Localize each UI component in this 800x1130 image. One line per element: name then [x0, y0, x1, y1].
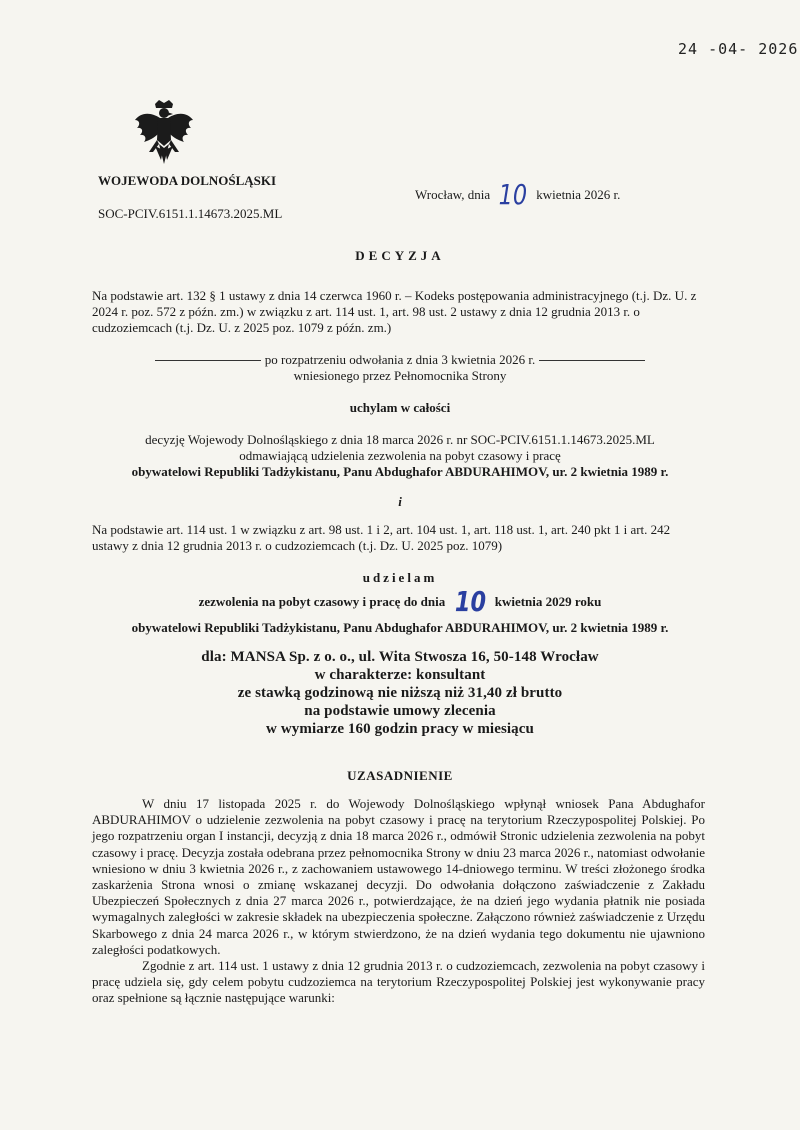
appeal-info	[0, 352, 800, 384]
document-title: DECYZJA	[355, 248, 445, 263]
justification-paragraph-2: Zgodnie z art. 114 ust. 1 ustawy z dnia 12 grudnia 2013 r. o cudzoziemcach, zezwolenia na pobyt czasowy i pracę udziela się, gdy celem pobytu cudzoziemca na terytorium Rzeczypospolitej Polskiej jest wykonywanie pracy oraz spełnione są łącznie następujące warunki:	[92, 958, 705, 1006]
justification-paragraph-1: W dniu 17 listopada 2025 r. do Wojewody Dolnośląskiego wpłynął wniosek Pana Abdughafor ABDURAHIMOV o udzielenie zezwolenia na pobyt czasowy i pracę na terytorium Rzeczypospolitej Polskiej. Po jego rozpatrzeniu organ I instancji, decyzją z dnia 18 marca 2026 r., odmówił Stronic udzielenia zezwolenia na pobyt czasowy i pracę. Decyzja została odebrana przez pełnomocnika Strony w dniu 23 marca 2026 r., natomiast odwołanie wniesiono w dniu 3 kwietnia 2026 r., z zachowaniem ustawowego 14-dniowego terminu. W treści złożonego środka zaskarżenia Strona wnosi o zmianę wskazanej decyzji. Do odwołania dołączono zaświadczenie z Zakładu Ubezpieczeń Społecznych z dnia 27 marca 2026 r., potwierdzające, że na dzień jego wydania płatnik nie posiada wymagalnych zaległości w zakresie składek na ubezpieczenia społeczne. Załączono również zaświadczenie z Urzędu Skarbowego z dnia 24 marca 2026 r., w którym stwierdzono, że na dzień wydania tego dokumentu nie ujawniono zaległości podatkowych.	[92, 796, 705, 957]
permit-suffix: kwietnia 2029 roku	[494, 594, 602, 609]
permit-line	[0, 585, 800, 618]
appeal-line-1: po rozpatrzeniu odwołania z dnia 3 kwietnia 2026 r.	[264, 352, 536, 367]
underline-right	[539, 360, 645, 361]
decision-ref-line-1: decyzję Wojewody Dolnośląskiego z dnia 18 marca 2026 r. nr SOC-PCIV.6151.1.14673.2025.ML	[145, 432, 655, 447]
appeal-line-2: wniesionego przez Pełnomocnika Strony	[293, 368, 507, 383]
month-year: kwietnia 2026 r.	[536, 187, 621, 202]
place-and-date	[415, 173, 621, 211]
handwritten-permit-day: 10	[454, 585, 486, 618]
underline-left	[155, 360, 261, 361]
legal-basis-1: Na podstawie art. 132 § 1 ustawy z dnia 14 czerwca 1960 r. – Kodeks postępowania administracyjnego (t.j. Dz. U. z 2024 r. poz. 572 z późn. zm.) w związku z art. 114 ust. 1, art. 98 ust. 2 ustawy z dnia 12 grudnia 2013 r. o cudzoziemcach (t.j. Dz. U. z 2025 poz. 1079 z późn. zm.)	[92, 288, 697, 335]
legal-basis-2: Na podstawie art. 114 ust. 1 w związku z art. 98 ust. 1 i 2, art. 104 ust. 1, art. 118 ust. 1, art. 240 pkt 1 i art. 242 ustawy z dnia 12 grudnia 2013 r. o cudzoziemcach (t.j. Dz. U. 2025 poz. 1079)	[92, 522, 671, 553]
employer: dla: MANSA Sp. z o. o., ul. Wita Stwosza 16, 50-148 Wrocław	[201, 649, 599, 665]
decision-ref-line-3: obywatelowi Republiki Tadżykistanu, Panu Abdughafor ABDURAHIMOV, ur. 2 kwietnia 1989 r.	[131, 464, 669, 479]
conjunction: i	[398, 494, 402, 509]
place-prefix: Wrocław, dnia	[415, 187, 491, 202]
wage: ze stawką godzinową nie niższą niż 31,40 zł brutto	[237, 685, 563, 701]
justification-heading: UZASADNIENIE	[347, 768, 453, 783]
employment-conditions	[0, 648, 800, 738]
justification-body	[92, 796, 705, 1007]
issuing-authority: WOJEWODA DOLNOŚLĄSKI	[98, 173, 277, 188]
ruling-revoke: uchylam w całości	[349, 400, 451, 415]
ruling-grant: udzielam	[362, 570, 438, 585]
received-date-stamp: 24 -04- 2026	[678, 40, 799, 58]
reference-number: SOC-PCIV.6151.1.14673.2025.ML	[98, 206, 283, 221]
handwritten-day: 10	[498, 178, 528, 211]
position: w charakterze: konsultant	[314, 667, 486, 683]
decision-ref-line-2: odmawiającą udzielenia zezwolenia na pobyt czasowy i pracę	[239, 448, 561, 463]
revoked-decision-ref	[0, 432, 800, 480]
working-hours: w wymiarze 160 godzin pracy w miesiącu	[266, 721, 534, 737]
permit-prefix: zezwolenia na pobyt czasowy i pracę do dnia	[198, 594, 446, 609]
polish-eagle-emblem-icon	[133, 98, 195, 170]
foreigner-info: obywatelowi Republiki Tadżykistanu, Panu Abdughafor ABDURAHIMOV, ur. 2 kwietnia 1989 r.	[131, 620, 669, 635]
contract-type: na podstawie umowy zlecenia	[304, 703, 496, 719]
